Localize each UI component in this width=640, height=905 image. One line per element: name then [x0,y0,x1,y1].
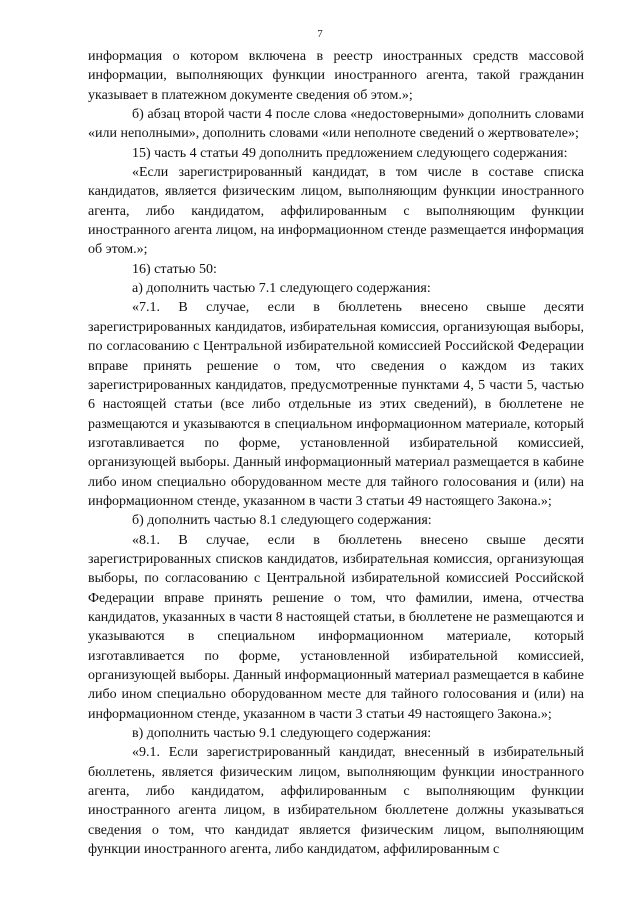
paragraph: 16) статью 50: [132,261,217,277]
paragraph: 15) часть 4 статьи 49 дополнить предложением следующего содержания: [132,145,568,161]
document-body [88,47,584,859]
paragraph: «8.1. В случае, если в бюллетень внесено свыше десяти зарегистрированных списков кандидатов, избирательная комиссия, организующая выборы, по согласованию с Центральной избирательной комиссией Российской Федерации вправе принять решение о том, что фамилии, имена, отчества кандидатов, указанных в части 8 настоящей статьи, в бюллетене не размещаются и указываются в специальном информационном материале, который изготавливается по форме, установленной избирательной комиссией, организующей выборы. Данный информационный материал размещается в кабине либо ином специально оборудованном месте для тайного голосования и (или) на информационном стенде, указанном в части 3 статьи 49 настоящего Закона.»; [88,532,584,722]
page-number: 7 [317,28,323,40]
paragraph: «7.1. В случае, если в бюллетень внесено свыше десяти зарегистрированных кандидатов, избирательная комиссия, организующая выборы, по согласованию с Центральной избирательной комиссией Российской Федерации вправе принять решение о том, что сведения о каждом из таких зарегистрированных кандидатов, предусмотренные пунктами 4, 5 части 5, частью 6 настоящей статьи (все либо отдельные из этих сведений), в бюллетене не размещаются и указываются в специальном информационном материале, который изготавливается по форме, установленной избирательной комиссией, организующей выборы. Данный информационный материал размещается в кабине либо ином специально оборудованном месте для тайного голосования и (или) на информационном стенде, указанном в части 3 статьи 49 настоящего Закона.»; [88,300,584,509]
paragraph: б) дополнить частью 8.1 следующего содержания: [132,513,432,529]
paragraph: «Если зарегистрированный кандидат, в том числе в составе списка кандидатов, является физическим лицом, выполняющим функции иностранного агента, либо кандидатом, аффилированным с выполняющим функции иностранного агента лицом, на информационном стенде размещается информация об этом.»; [88,165,584,258]
paragraph: в) дополнить частью 9.1 следующего содержания: [132,726,432,742]
paragraph: а) дополнить частью 7.1 следующего содержания: [132,281,431,297]
paragraph: б) абзац второй части 4 после слова «недостоверными» дополнить словами «или неполными», дополнить словами «или неполноте сведений о жертвователе»; [88,107,584,142]
paragraph: «9.1. Если зарегистрированный кандидат, внесенный в избирательный бюллетень, является физическим лицом, выполняющим функции иностранного агента, либо кандидатом, аффилированным с выполняющим функции иностранного агента лицом, в избирательном бюллетене должны указываться сведения о том, что кандидат является физическим лицом, выполняющим функции иностранного агента, либо кандидатом, аффилированным с [88,745,584,858]
paragraph: информация о котором включена в реестр иностранных средств массовой информации, выполняющих функции иностранного агента, такой гражданин указывает в платежном документе сведения об этом.»; [88,49,584,103]
